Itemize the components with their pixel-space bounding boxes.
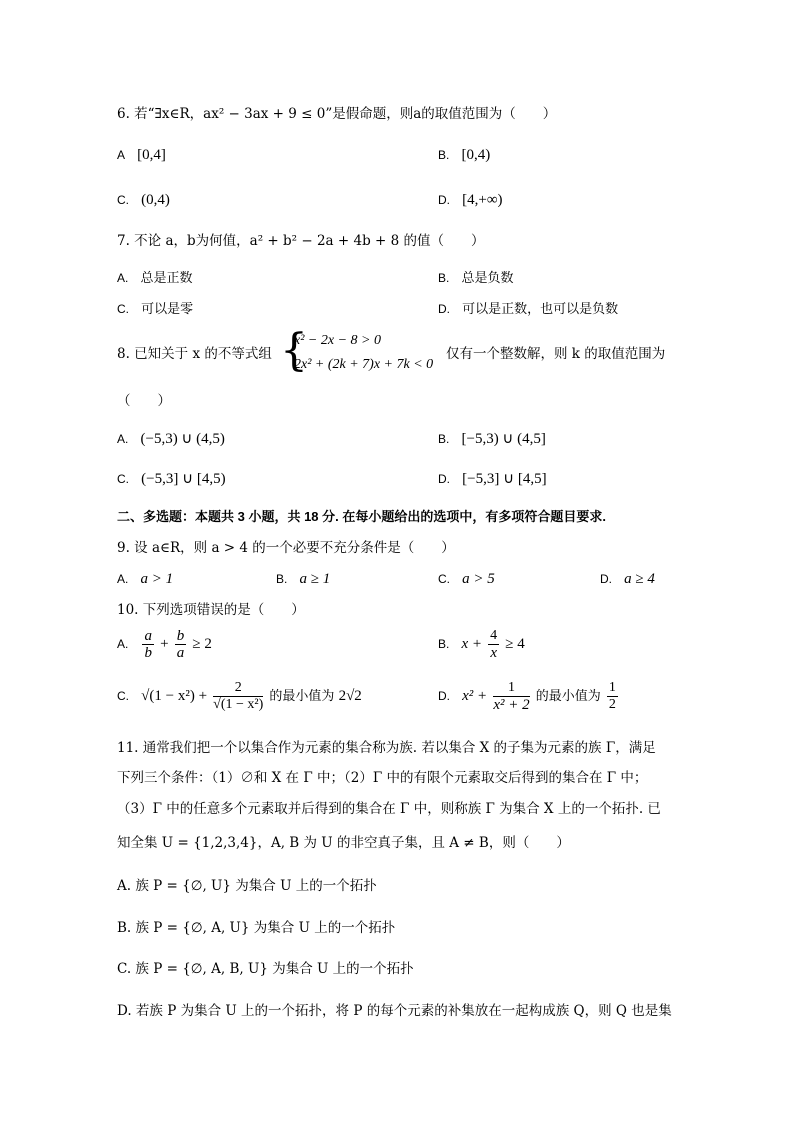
q7-option-b-label: B. [438, 271, 450, 285]
q8-option-c-label: C. [117, 472, 129, 486]
q7-option-d-text: 可以是正数，也可以是负数 [462, 302, 619, 317]
q10-d-f-num: 1 [493, 680, 529, 697]
q10-d-pre: x² + [462, 688, 488, 704]
q9-option-a [117, 569, 173, 590]
q8-option-b-label: B. [438, 432, 450, 446]
q11-option-b: B. 族 P = {∅, A, U} 为集合 U 上的一个拓扑 [117, 920, 396, 936]
q7-option-b [438, 268, 514, 289]
q11-line-4: 知全集 U = {1,2,3,4}，A, B 为 U 的非空真子集，且 A ≠ B，则（ ） [117, 835, 570, 851]
q9-option-d-label: D. [600, 572, 612, 586]
q10-c-f-num: 2 [213, 680, 263, 697]
q10-c-pre: √(1 − x²) + [141, 688, 208, 704]
q11-option-a: A. 族 P = {∅, U} 为集合 U 上的一个拓扑 [117, 878, 377, 894]
q9-option-c-label: C. [438, 572, 450, 586]
q10-a-f1-num: a [144, 628, 152, 644]
q10-b-f-den: x [490, 645, 497, 661]
q7-option-a-text: 总是正数 [140, 271, 193, 286]
q6-option-d-label: D. [438, 193, 450, 207]
q8-option-a-text: (−5,3) ∪ (4,5) [140, 431, 225, 447]
q10-b-tail: ≥ 4 [505, 636, 525, 652]
q7-option-d-label: D. [438, 302, 450, 316]
q10-c-mid: 的最小值为 [269, 689, 335, 704]
q10-option-b [438, 628, 525, 661]
q7-option-c-label: C. [117, 302, 129, 316]
q7-option-a-label: A. [117, 271, 129, 285]
q10-option-a-label: A. [117, 637, 129, 651]
q6-option-b-text: [0,4) [461, 147, 491, 163]
q8-system-line-2: 2x² + (2k + 7)x + 7k < 0 [294, 357, 434, 372]
q8-option-b-text: [−5,3) ∪ (4,5] [461, 431, 546, 447]
q10-option-b-fraction [488, 628, 499, 661]
section-2-heading: 二、多选题：本题共 3 小题，共 18 分. 在每小题给出的选项中，有多项符合题目要求. [117, 509, 606, 524]
q8-stem-post: 仅有一个整数解，则 k 的取值范围为 [446, 346, 666, 362]
q8-system-line-1: x² − 2x − 8 > 0 [294, 333, 381, 348]
q8-option-a [117, 429, 225, 450]
q8-option-d-label: D. [438, 472, 450, 486]
q6-option-a [117, 145, 166, 166]
q10-option-b-label: B. [438, 637, 450, 651]
q8-option-c [117, 469, 226, 490]
q6-option-d [438, 190, 503, 211]
q10-option-a [117, 628, 212, 661]
q6-option-a-text: [0,4] [137, 147, 166, 163]
q6-option-c [117, 190, 170, 211]
q6-option-c-label: C. [117, 193, 129, 207]
q7-option-c-text: 可以是零 [141, 302, 194, 317]
q10-a-f2-num: b [176, 628, 185, 644]
q10-a-f1-den: b [144, 645, 152, 661]
q9-option-b-text: a ≥ 1 [299, 571, 331, 587]
q8-option-d-text: [−5,3] ∪ [4,5] [462, 471, 547, 487]
q10-option-c-label: C. [117, 689, 129, 703]
q9-option-c-text: a > 5 [462, 571, 495, 587]
q8-option-c-text: (−5,3] ∪ [4,5) [141, 471, 226, 487]
q7-option-b-text: 总是负数 [461, 271, 514, 286]
q10-b-f-num: 4 [490, 628, 498, 643]
q9-option-a-text: a > 1 [140, 571, 174, 587]
q9-option-c [438, 569, 495, 590]
q10-option-d-fraction [493, 680, 529, 713]
q10-option-c-fraction [213, 680, 263, 713]
q10-d-mid: 的最小值为 [535, 689, 601, 704]
q6-option-a-label: A [117, 148, 126, 162]
q6-option-c-text: (0,4) [141, 192, 170, 208]
q10-option-c [117, 680, 362, 713]
q7-option-a [117, 268, 193, 289]
q9-option-d-text: a ≥ 4 [624, 571, 655, 587]
q10-option-d [438, 680, 620, 713]
q10-d-f2-num: 1 [608, 680, 616, 695]
q10-option-d-label: D. [438, 689, 450, 703]
q11-line-1: 11. 通常我们把一个以集合作为元素的集合称为族. 若以集合 X 的子集为元素的族 Γ，满足 [117, 740, 656, 756]
q10-b-pre: x + [461, 636, 483, 652]
q10-option-d-fraction-2 [607, 680, 618, 713]
q7-option-d [438, 299, 618, 320]
q10-a-tail: ≥ 2 [192, 636, 212, 652]
q8-answer-paren: （ ） [117, 393, 171, 409]
q11-option-c: C. 族 P = {∅, A, B, U} 为集合 U 上的一个拓扑 [117, 961, 414, 977]
q9-option-a-label: A. [117, 572, 129, 586]
q10-a-f2-den: a [176, 645, 185, 661]
q8-option-b [438, 429, 546, 450]
q10-option-a-fraction-1 [142, 628, 154, 661]
q9-option-b-label: B. [276, 572, 288, 586]
q6-option-b-label: B. [438, 148, 450, 162]
q10-d-f-den: x² + 2 [493, 697, 530, 713]
q11-line-3: （3）Γ 中的任意多个元素取并后得到的集合在 Γ 中，则称族 Γ 为集合 X 上的一个拓扑. 已 [117, 801, 661, 817]
q6-option-d-text: [4,+∞) [462, 192, 503, 208]
q7-stem: 7. 不论 a，b为何值，a² + b² − 2a + 4b + 8 的值（ ） [117, 233, 485, 249]
q9-stem: 9. 设 a∈R，则 a > 4 的一个必要不充分条件是（ ） [117, 540, 455, 556]
q9-option-d [600, 569, 655, 590]
q7-option-c [117, 299, 193, 320]
q6-stem: 6. 若“∃x∈R，ax² − 3ax + 9 ≤ 0”是假命题，则a的取值范围为（ ） [117, 106, 557, 122]
q10-d-f2-den: 2 [608, 697, 616, 712]
q8-option-a-label: A. [117, 432, 129, 446]
q8-stem-pre: 8. 已知关于 x 的不等式组 [117, 346, 272, 362]
q10-option-a-fraction-2 [175, 628, 187, 661]
q11-line-2: 下列三个条件：（1）∅和 X 在 Γ 中；（2）Γ 中的有限个元素取交后得到的集合在 Γ 中； [117, 770, 648, 786]
q10-stem: 10. 下列选项错误的是（ ） [117, 602, 305, 618]
q10-c-val: 2√2 [338, 688, 362, 704]
q10-a-plus: + [160, 636, 169, 652]
q9-option-b [276, 569, 330, 590]
q8-option-d [438, 469, 547, 490]
q11-option-d: D. 若族 P 为集合 U 上的一个拓扑，将 P 的每个元素的补集放在一起构成族 Q，则 Q 也是集 [117, 1003, 672, 1019]
q6-option-b [438, 145, 490, 166]
q8-brace: { [280, 325, 308, 376]
q10-c-f-den: √(1 − x²) [213, 697, 264, 712]
